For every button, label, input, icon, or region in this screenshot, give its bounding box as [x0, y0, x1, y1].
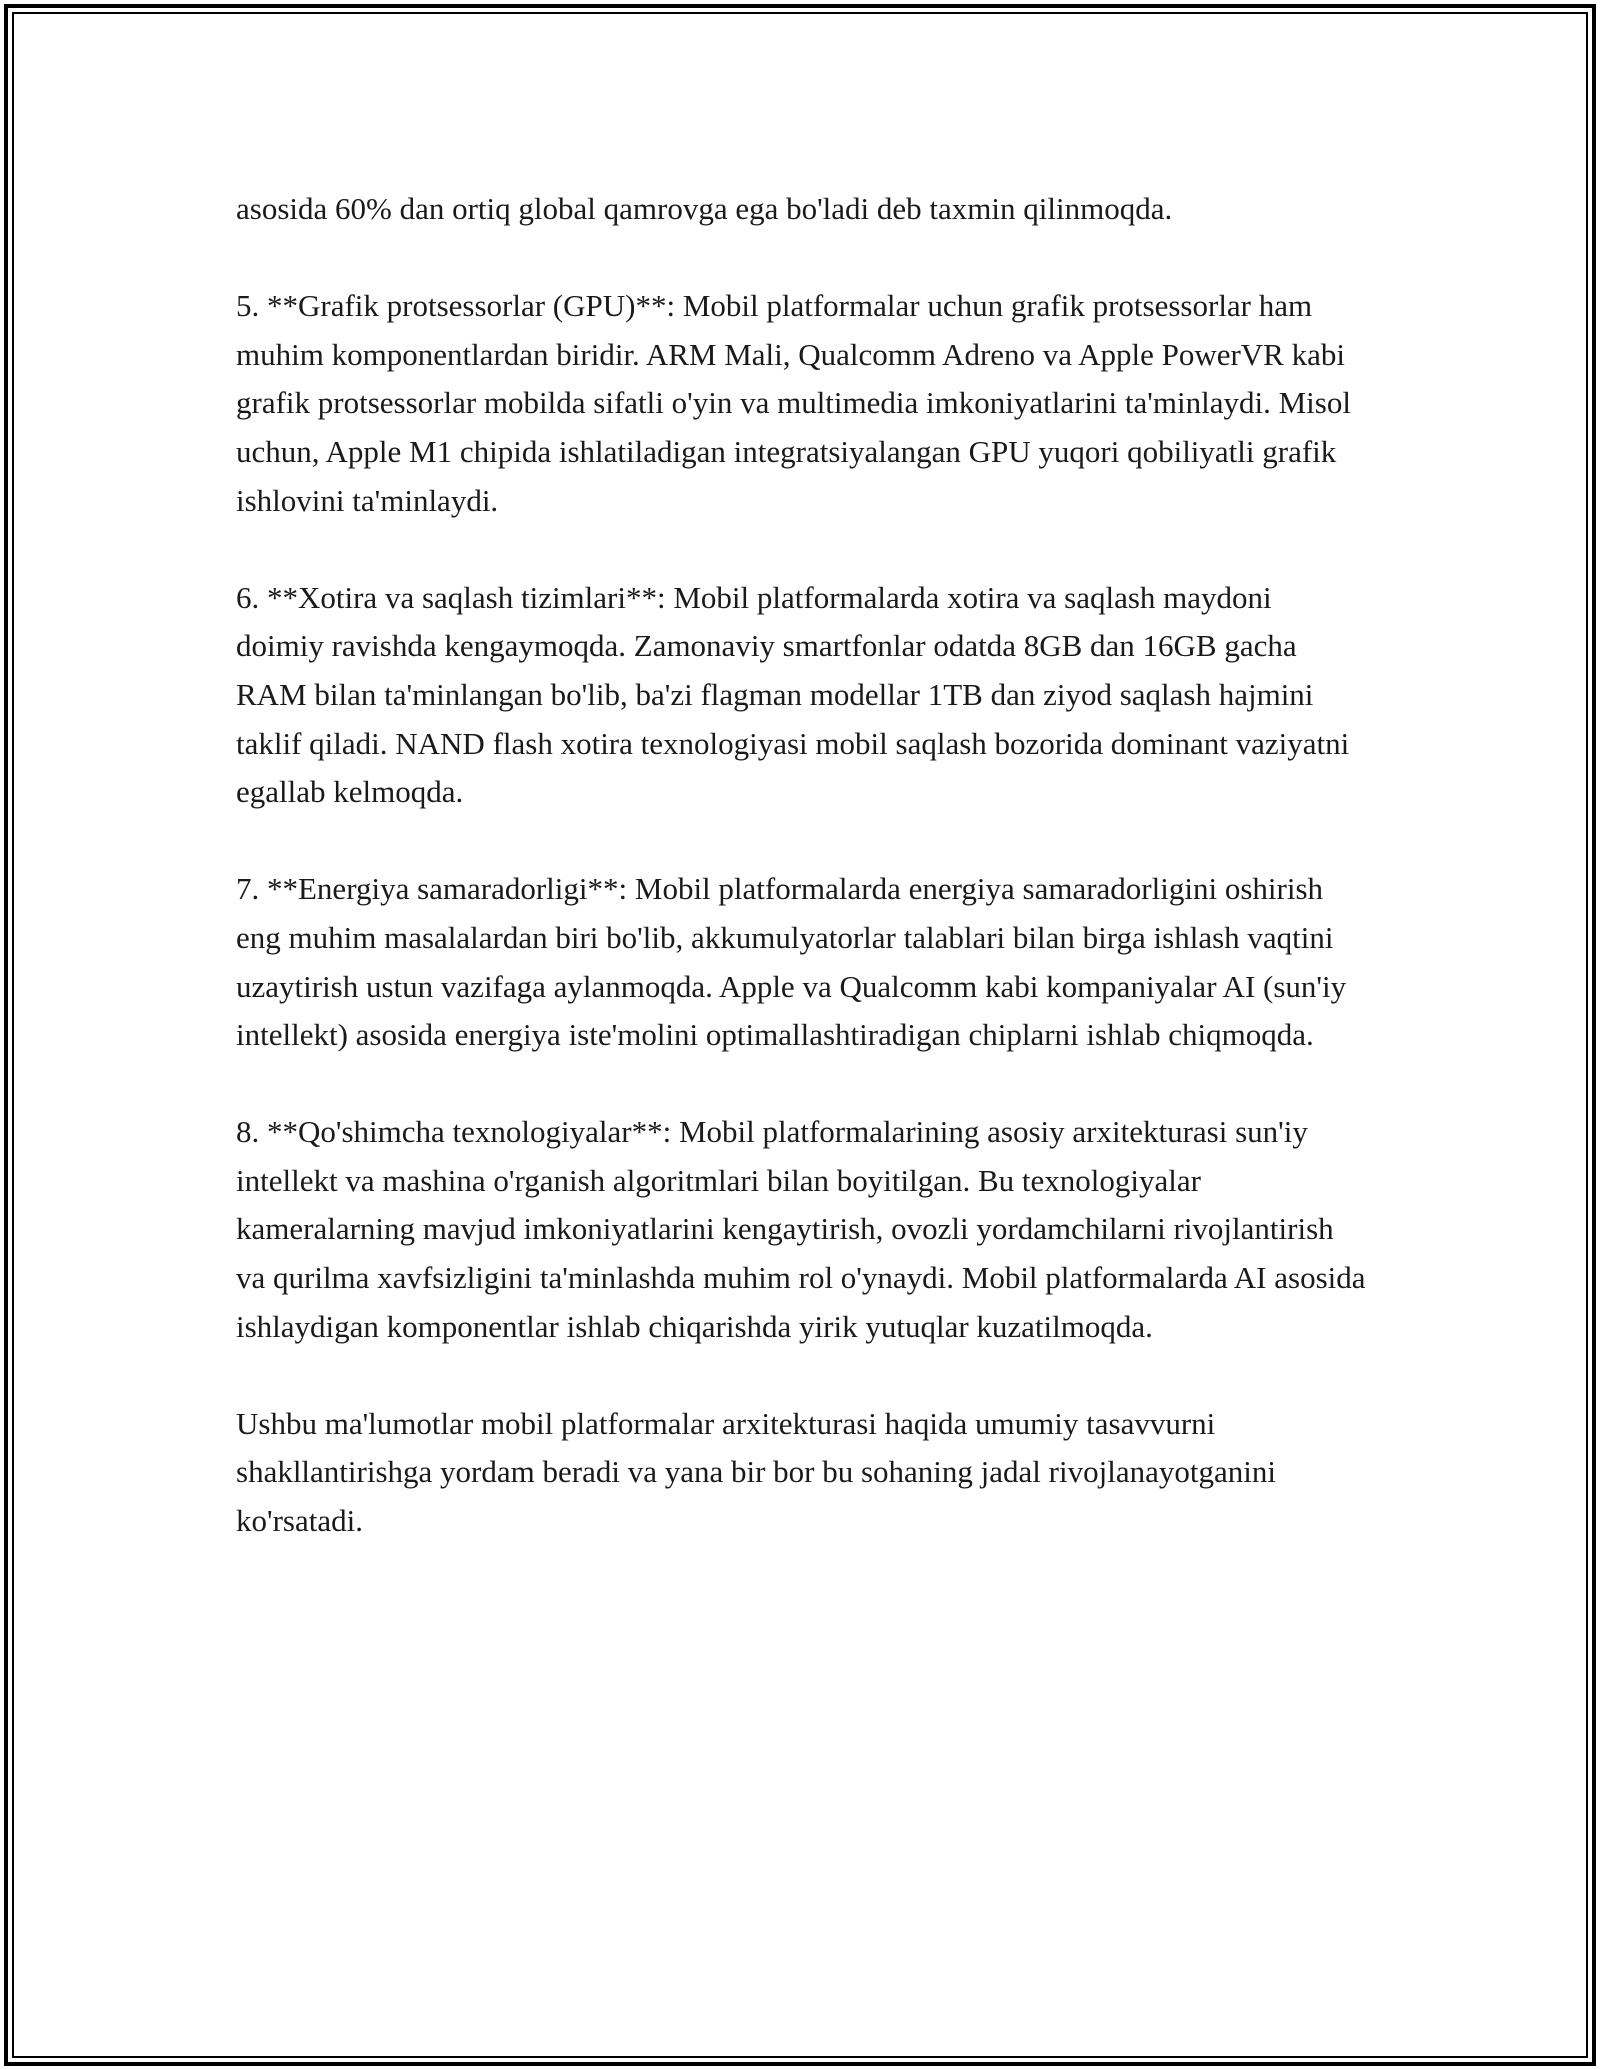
paragraph-additional-technologies: 8. **Qo'shimcha texnologiyalar**: Mobil platformalarining asosiy arxitekturasi sun'iy intellekt va mashina o'rganish algoritmlari bilan boyitilgan. Bu texnologiyalar kameralarning mavjud imkoniyatlarini kengaytirish, ovozli yordamchilarni rivojlantirish va qurilma xavfsizligini ta'minlashda muhim rol o'ynaydi. Mobil platformalarda AI asosida ishlaydigan komponentlar ishlab chiqarishda yirik yutuqlar kuzatilmoqda. [236, 1114, 1366, 1344]
paragraph-memory-storage: 6. **Xotira va saqlash tizimlari**: Mobil platformalarda xotira va saqlash maydoni doimiy ravishda kengaymoqda. Zamonaviy smartfonlar odatda 8GB dan 16GB gacha RAM bilan ta'minlangan bo'lib, ba'zi flagman modellar 1TB dan ziyod saqlash hajmini taklif qiladi. NAND flash xotira texnologiyasi mobil saqlash bozorida dominant vaziyatni egallab kelmoqda. [236, 579, 1350, 810]
paragraph-gpu: 5. **Grafik protsessorlar (GPU)**: Mobil platformalar uchun grafik protsessorlar ham muhim komponentlardan biridir. ARM Mali, Qualcomm Adreno va Apple PowerVR kabi grafik protsessorlar mobilda sifatli o'yin va multimedia imkoniyatlarini ta'minlaydi. Misol uchun, Apple M1 chipida ishlatiladigan integratsiyalangan GPU yuqori qobiliyatli grafik ishlovini ta'minlaydi. [236, 288, 1351, 518]
paragraph-energy-efficiency: 7. **Energiya samaradorligi**: Mobil platformalarda energiya samaradorligini oshirish eng muhim masalalardan biri bo'lib, akkumulyatorlar talablari bilan birga ishlash vaqtini uzaytirish ustun vazifaga aylanmoqda. Apple va Qualcomm kabi kompaniyalar AI (sun'iy intellekt) asosida energiya iste'molini optimallashtiradigan chiplarni ishlab chiqmoqda. [236, 871, 1347, 1053]
document-body [236, 185, 1366, 1594]
paragraph-conclusion: Ushbu ma'lumotlar mobil platformalar arxitekturasi haqida umumiy tasavvurni shakllantirishga yordam beradi va yana bir bor bu sohaning jadal rivojlanayotganini ko'rsatadi. [236, 1405, 1276, 1539]
paragraph-continuation: asosida 60% dan ortiq global qamrovga ega bo'ladi deb taxmin qilinmoqda. [236, 191, 1173, 226]
